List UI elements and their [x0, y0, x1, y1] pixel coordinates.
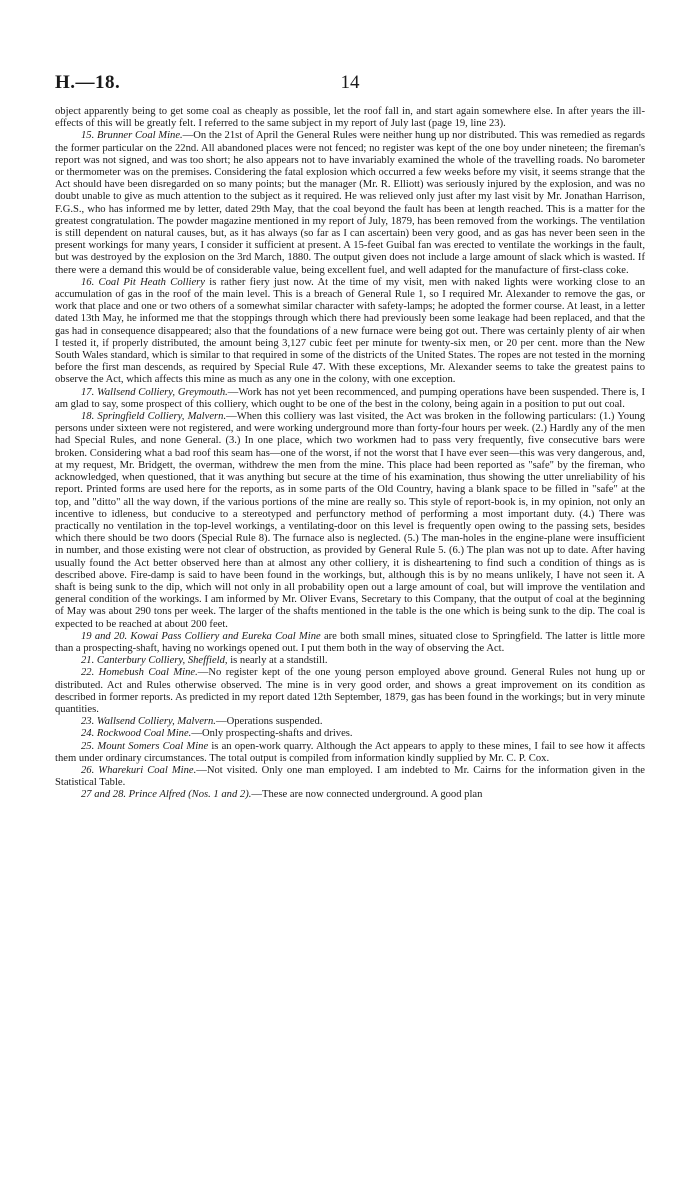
paragraph-heading: 27 and 28. Prince Alfred (Nos. 1 and 2).	[81, 789, 252, 801]
paragraph-heading: 23. Wallsend Colliery, Malvern.	[81, 716, 216, 728]
paragraph-heading: 24. Rockwood Coal Mine.	[81, 728, 192, 740]
document-id: H.—18.	[55, 72, 121, 93]
paragraph-canterbury: 21. Canterbury Colliery, Sheffield, is nearly at a standstill.	[81, 655, 328, 667]
paragraph-heading: 15. Brunner Coal Mine.	[81, 130, 183, 142]
paragraph-springfield: 18. Springfield Colliery, Malvern.—When this colliery was last visited, the Act was broken in the following particulars: (1.) Young persons under sixteen were not registered, and were working underground more than forty-four hours per week. (2.) Hardly any of the men had Special Rules, and none General. (3.) In one place, which two workmen had to pass very frequently, five consecutive bars were broken. Considering what a bad roof this seam has—one of the worst, if not the worst that I have ever seen—this was very dangerous, and, at my request, Mr. Bridgett, the overman, withdrew the men from the mine. This place had been reported as "safe" by the fireman, who acknowledged, when questioned, that it was anything but secure at the time of his examination, thus showing the utter unreliability of his report. Printed forms are used here for the reports, as in some parts of the Old Country, having a blank space to be filled in "safe" at the top, and "ditto" all the way down, if the various portions of the mine are really so. This style of report-book is, in my opinion, not only an incentive to idleness, but conducive to a stereotyped and perfunctory method of performing a most important duty. (4.) There was practically no ventilation in the top-level workings, a ventilating-door on this level is frequently open owing to the passing sets, besides which there should be two doors (Special Rule 8). The furnace also is neglected. (5.) The man-holes in the engine-plane were insufficient in number, and those existing were not clear of obstruction, as provided by General Rule 5. (6.) The plan was not up to date. After having usually found the Act better observed here than at almost any other colliery, it is disheartening to find such a condition of things as is described above. Fire-damp is said to have been found in the workings, but, although this is by no means unlikely, I have not seen it. A shaft is being sunk to the dip, which will not only in all probability open out a large amount of coal, but will improve the ventilation and general condition of the workings. I am informed by Mr. Oliver Evans, Secretary to this Company, that the output of coal at the beginning of May was about 290 tons per week. The larger of the shafts mentioned in the table is the one which is being sunk to the dip. The coal is expected to be reached at about 200 feet.	[55, 411, 645, 630]
paragraph-coal-pit-heath: 16. Coal Pit Heath Colliery is rather fiery just now. At the time of my visit, men with naked lights were working close to an accumulation of gas in the roof of the main level. This is a breach of General Rule 1, so I required Mr. Alexander to remove the gas, or work that place and one or two others of a somewhat similar character with safety-lamps; he adopted the former course. At least, in a letter dated 13th May, he informed me that the stoppings through which there had previously been some leakage had been replaced, and that the gas had in consequence disappeared; also that the foundations of a new furnace were being got out. There was certainly plenty of air when I tested it, if properly distributed, the amount being 3,127 cubic feet per minute for twenty-six men, or 20 per cent. more than the New South Wales standard, which is similar to that required in some of the districts of the United States. The ropes are not tested in the morning before the first man descends, as required by Special Rule 47. With these exceptions, Mr. Alexander seems to take the greatest pains to observe the Act, which affects this mine as much as any one in the colony, with one exception.	[55, 276, 646, 386]
page-number: 14	[340, 72, 360, 93]
paragraph-heading: 21. Canterbury Colliery, Sheffield,	[81, 655, 228, 667]
paragraph-heading: 17. Wallsend Colliery, Greymouth.	[81, 386, 228, 398]
paragraph-heading: 26. Wharekuri Coal Mine.	[81, 764, 197, 776]
body-text	[55, 106, 645, 802]
paragraph-heading: 19 and 20. Kowai Pass Colliery and Eureka Coal Mine	[81, 630, 321, 642]
paragraph-rockwood: 24. Rockwood Coal Mine.—Only prospecting-shafts and drives.	[81, 728, 353, 740]
paragraph-kowai-eureka: 19 and 20. Kowai Pass Colliery and Eureka Coal Mine are both small mines, situated close to Springfield. The latter is little more than a prospecting-shaft, having no workings opened out. I put them both in the way of observing the Act.	[55, 630, 645, 654]
paragraph-heading: 16. Coal Pit Heath Colliery	[81, 276, 205, 288]
paragraph-prince-alfred: 27 and 28. Prince Alfred (Nos. 1 and 2).—These are now connected underground. A good plan	[81, 789, 483, 801]
paragraph-heading: 22. Homebush Coal Mine.	[81, 667, 198, 679]
paragraph-wallsend-greymouth: 17. Wallsend Colliery, Greymouth.—Work has not yet been recommenced, and pumping operations have been suspended. There is, I am glad to say, some prospect of this colliery, which ought to be one of the best in the colony, being again in a position to put out coal.	[55, 386, 645, 410]
paragraph-homebush: 22. Homebush Coal Mine.—No register kept of the one young person employed above ground. General Rules not hung up or distributed. Act and Rules otherwise observed. The mine is in very good order, and shows a great improvement on its condition as described in former reports. As predicted in my report dated 12th September, 1879, gas has been found in the workings; but in very minute quantities.	[55, 667, 645, 715]
paragraph-continued: object apparently being to get some coal as cheaply as possible, let the roof fall in, and start again somewhere else. In after years the ill-effects of this will be greatly felt. I referred to the same subject in my report of July last (page 19, line 23).	[55, 106, 645, 130]
paragraph-mount-somers: 25. Mount Somers Coal Mine is an open-work quarry. Although the Act appears to apply to these mines, I fail to see how it affects them under ordinary circumstances. The total output is compiled from information kindly supplied by Mr. C. P. Cox.	[55, 740, 645, 764]
paragraph-heading: 18. Springfield Colliery, Malvern.	[81, 411, 227, 423]
page-header	[55, 72, 645, 96]
paragraph-wharekuri: 26. Wharekuri Coal Mine.—Not visited. Only one man employed. I am indebted to Mr. Cairns for the information given in the Statistical Table.	[55, 764, 646, 789]
paragraph-wallsend-malvern: 23. Wallsend Colliery, Malvern.—Operations suspended.	[81, 716, 323, 728]
paragraph-brunner: 15. Brunner Coal Mine.—On the 21st of April the General Rules were neither hung up nor distributed. This was remedied as regards the former particular on the 22nd. All abandoned places were not fenced; no register was kept of the one boy under nineteen; the fireman's report was not signed, and was too short; he also appears not to have invariably examined the whole of the travelling roads. No barometer or thermometer was on the premises. Considering the fatal explosion which occurred a few weeks before my visit, it seems strange that the Act should have been disregarded on so many points; but the manager (Mr. R. Elliott) was seriously injured by the explosion, and was no doubt unable to give as much attention to the subject as it required. He was relieved only just after my last visit by Mr. Jonathan Harrison, F.G.S., who has informed me by letter, dated 29th May, that the coal beyond the fault has been at length reached. This is a matter for the greatest congratulation. The powder magazine mentioned in my report of July, 1879, has been removed from the workings. The ventilation is still dependent on natural causes, but, as it has always (so far as I can ascertain) been very good, and as gas has never been seen in the present workings for many years, I consider it sufficient at present. A 15-feet Guibal fan was erected to ventilate the workings in the fault, but was destroyed by the explosion on the 3rd March, 1880. The output given does not include a large amount of slack which is wasted. If there were a demand this would be of considerable value, being excellent fuel, and well adapted for the manufacture of first-class coke.	[55, 130, 645, 276]
paragraph-heading: 25. Mount Somers Coal Mine	[81, 740, 209, 752]
